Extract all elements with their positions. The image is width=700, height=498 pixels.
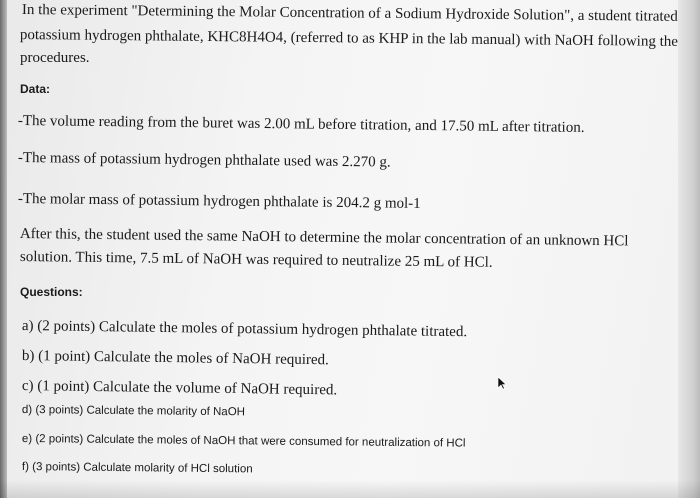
question-d: d) (3 points) Calculate the molarity of NaOH — [21, 404, 246, 419]
question-c: c) (1 point) Calculate the volume of NaOH required. — [21, 378, 338, 399]
question-e: e) (2 points) Calculate the moles of NaOH that were consumed for neutralization of HCl — [21, 433, 466, 450]
intro-line-3: procedures. — [20, 50, 90, 66]
data-item-volume: -The volume reading from the buret was 2.00 mL before titration, and 17.50 mL after titration. — [17, 113, 585, 136]
intro-line-1: In the experiment "Determining the Molar Concentration of a Sodium Hydroxide Solution", a student titrated — [21, 2, 678, 25]
question-b: b) (1 point) Calculate the moles of NaOH required. — [21, 348, 329, 369]
after-paragraph-line-2: solution. This time, 7.5 mL of NaOH was required to neutralize 25 mL of HCl. — [19, 249, 493, 271]
mouse-pointer-icon — [497, 376, 507, 390]
page-left-edge — [0, 0, 7, 498]
page-right-edge — [678, 0, 700, 498]
page-bottom-shadow — [0, 480, 700, 498]
questions-heading: Questions: — [20, 285, 83, 299]
data-item-mass: -The mass of potassium hydrogen phthalate used was 2.270 g. — [17, 150, 391, 171]
after-paragraph-line-1: After this, the student used the same NaOH to determine the molar concentration of an unknown HCl — [19, 226, 629, 250]
data-item-molar-mass: -The molar mass of potassium hydrogen phthalate is 204.2 g mol-1 — [17, 191, 421, 212]
data-heading: Data: — [20, 82, 51, 96]
question-f: f) (3 points) Calculate molarity of HCl solution — [21, 461, 253, 476]
intro-line-2: potassium hydrogen phthalate, KHC8H4O4, (referred to as KHP in the lab manual) with NaOH following the — [19, 27, 679, 50]
question-a: a) (2 points) Calculate the moles of potassium hydrogen phthalate titrated. — [21, 318, 468, 341]
